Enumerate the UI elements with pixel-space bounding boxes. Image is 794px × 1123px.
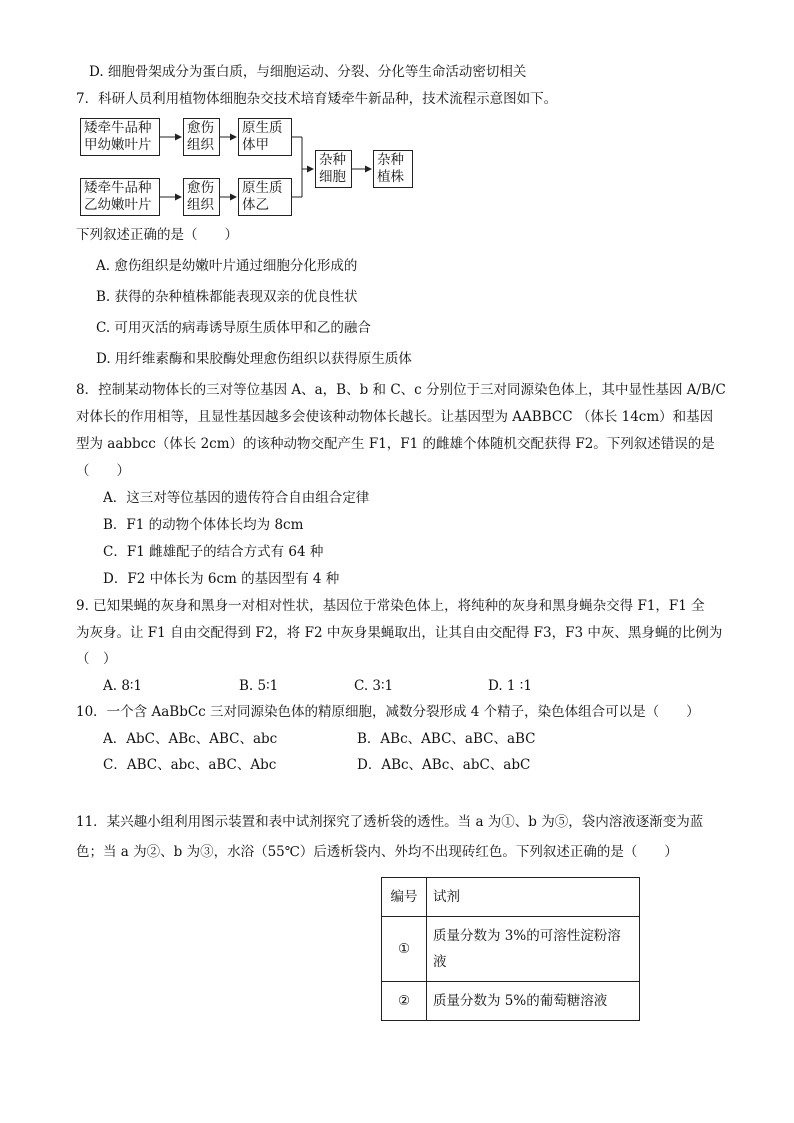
- table-cell: ①: [382, 917, 427, 982]
- q9-option-b: B. 5∶1: [239, 678, 279, 694]
- q7-option-b: B. 获得的杂种植株都能表现双亲的优良性状: [96, 289, 358, 305]
- q9-stem-line-2: 为灰身。让 F1 自由交配得到 F2，将 F2 中灰身果蝇取出，让其自由交配得 F3，F3 中灰、黑身蝇的比例为: [76, 625, 723, 641]
- q7-stem: 7．科研人员利用植物体细胞杂交技术培育矮牵牛新品种，技术流程示意图如下。: [76, 91, 558, 107]
- q10-option-a: A．AbC、ABc、ABC、abc: [103, 731, 278, 747]
- q9-option-d: D. 1 ∶1: [488, 678, 532, 694]
- q8-option-a: A．这三对等位基因的遗传符合自由组合定律: [103, 490, 370, 506]
- q8-stem-line-1: 8．控制某动物体长的三对等位基因 A、a，B、b 和 C、c 分别位于三对同源染色体上，其中显性基因 A/B/C: [76, 382, 726, 398]
- table-header-cell: 试剂: [427, 878, 640, 917]
- q11-stem-line-1: 11．某兴趣小组利用图示装置和表中试剂探究了透析袋的透性。当 a 为①、b 为⑤，袋内溶液逐渐变为蓝: [76, 814, 704, 830]
- flow-callus-a: 愈伤组织: [183, 118, 220, 156]
- table-header-cell: 编号: [382, 878, 427, 917]
- q9-stem-line-1: 9. 已知果蝇的灰身和黑身一对相对性状，基因位于常染色体上，将纯种的灰身和黑身蝇杂交得 F1，F1 全: [76, 598, 705, 614]
- q10-option-c: C．ABC、abc、aBC、Abc: [103, 757, 277, 773]
- flow-leaf-a: 矮牵牛品种甲幼嫩叶片: [80, 118, 160, 156]
- q7-prompt: 下列叙述正确的是（ ）: [76, 227, 238, 243]
- q7-option-a: A. 愈伤组织是幼嫩叶片通过细胞分化形成的: [96, 258, 358, 274]
- flow-protoplast-a: 原生质体甲: [238, 118, 292, 156]
- q7-option-d: D. 用纤维素酶和果胶酶处理愈伤组织以获得原生质体: [96, 351, 412, 367]
- q6-option-d: D. 细胞骨架成分为蛋白质，与细胞运动、分裂、分化等生命活动密切相关: [89, 64, 527, 80]
- q9-option-a: A. 8∶1: [103, 678, 143, 694]
- flow-hybrid-plant: 杂种植株: [373, 150, 413, 188]
- q10-option-d: D．ABc、ABc、abC、abC: [357, 757, 531, 773]
- q8-option-c: C．F1 雌雄配子的结合方式有 64 种: [103, 544, 324, 560]
- q9-stem-line-3: （ ）: [76, 651, 117, 667]
- q7-option-c: C. 可用灭活的病毒诱导原生质体甲和乙的融合: [96, 320, 371, 336]
- q8-stem-line-2: 对体长的作用相等，且显性基因越多会使该种动物体长越长。让基因型为 AABBCC （体长 14cm）和基因: [76, 409, 714, 425]
- reagent-table: [381, 877, 640, 1021]
- table-row: [382, 917, 640, 982]
- flow-callus-b: 愈伤组织: [183, 178, 220, 216]
- table-cell: ②: [382, 982, 427, 1021]
- q8-option-b: B．F1 的动物个体体长均为 8cm: [103, 517, 304, 533]
- q8-stem-line-4: （ ）: [76, 463, 130, 479]
- q8-option-d: D．F2 中体长为 6cm 的基因型有 4 种: [103, 571, 340, 587]
- flow-hybrid-cell: 杂种细胞: [315, 150, 352, 188]
- q9-option-c: C. 3∶1: [354, 678, 394, 694]
- q8-stem-line-3: 型为 aabbcc（体长 2cm）的该种动物交配产生 F1，F1 的雌雄个体随机交配获得 F2。下列叙述错误的是: [76, 436, 715, 452]
- q10-stem: 10．一个含 AaBbCc 三对同源染色体的精原细胞，减数分裂形成 4 个精子，染色体组合可以是（ ）: [76, 704, 700, 720]
- table-cell: 质量分数为 5%的葡萄糖溶液: [427, 982, 640, 1021]
- flow-arrows: [0, 0, 794, 260]
- flow-leaf-b: 矮牵牛品种乙幼嫩叶片: [80, 178, 160, 216]
- q10-option-b: B．ABc、ABC、aBC、aBC: [357, 731, 536, 747]
- table-cell: 质量分数为 3%的可溶性淀粉溶液: [427, 917, 640, 982]
- flow-protoplast-b: 原生质体乙: [238, 178, 292, 216]
- table-row: [382, 982, 640, 1021]
- q11-stem-line-2: 色；当 a 为②、b 为③，水浴（55℃）后透析袋内、外均不出现砖红色。下列叙述正确的是（ ）: [76, 844, 678, 860]
- table-header-row: [382, 878, 640, 917]
